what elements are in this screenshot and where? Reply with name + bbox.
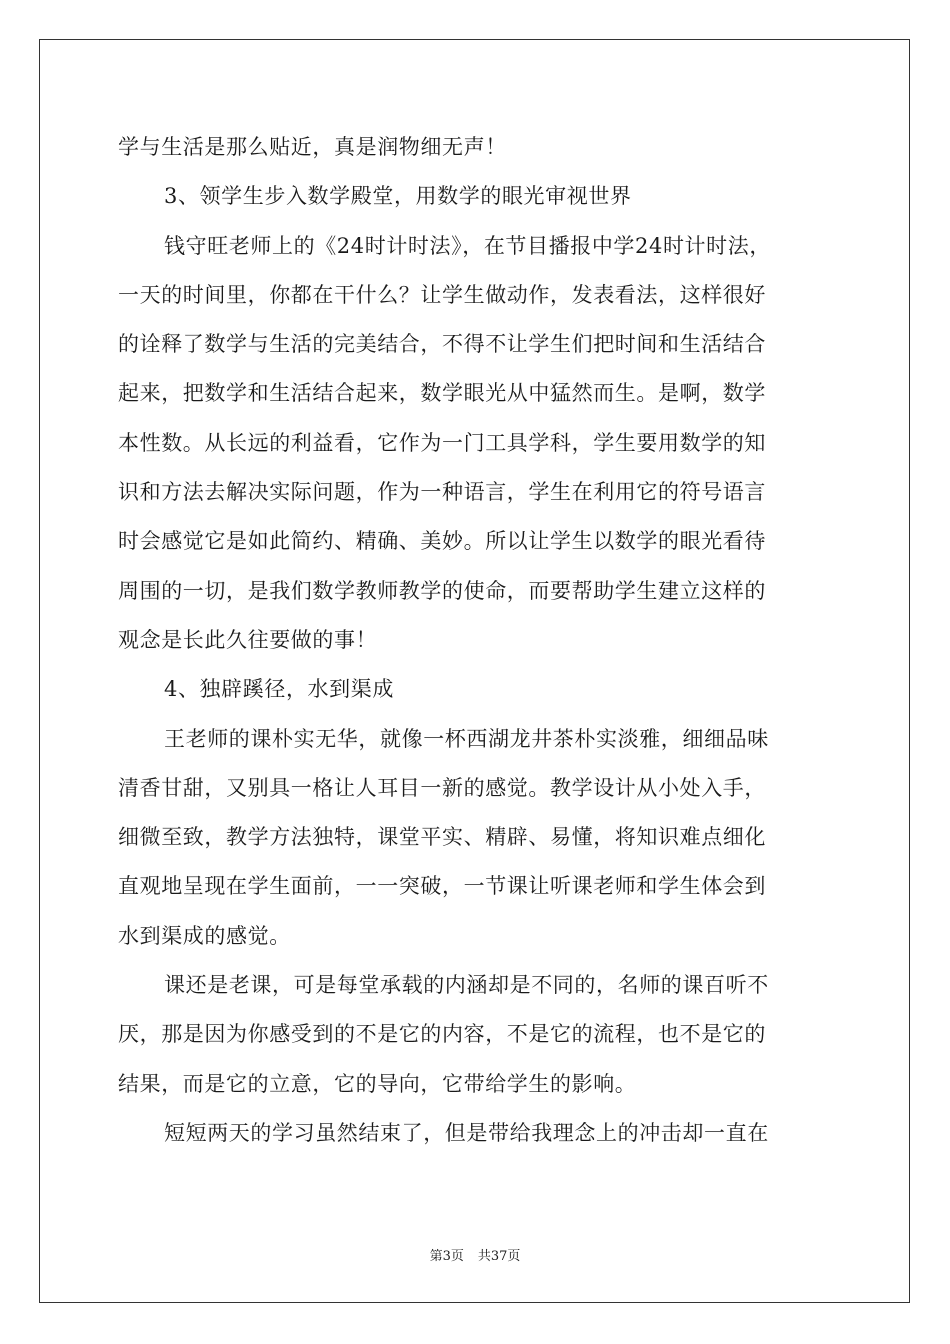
page-footer xyxy=(0,1245,950,1264)
text-line: 起来，把数学和生活结合起来，数学眼光从中猛然而生。是啊，数学 xyxy=(118,381,766,406)
text-line: 一天的时间里，你都在干什么？让学生做动作，发表看法，这样很好 xyxy=(118,282,766,307)
text-line: 学与生活是那么贴近，真是润物细无声！ xyxy=(118,135,507,159)
text-line: 直观地呈现在学生面前，一一突破，一节课让听课老师和学生体会到 xyxy=(118,874,766,899)
text-line: 时会感觉它是如此简约、精确、美妙。所以让学生以数学的眼光看待 xyxy=(118,529,766,554)
text-line: 清香甘甜，又别具一格让人耳目一新的感觉。教学设计从小处入手， xyxy=(118,775,766,800)
text-line: 王老师的课朴实无华，就像一杯西湖龙井茶朴实淡雅，细细品味 xyxy=(164,726,769,751)
text-line: 的诠释了数学与生活的完美结合，不得不让学生们把时间和生活结合 xyxy=(118,332,766,357)
text-line: 结果，而是它的立意，它的导向，它带给学生的影响。 xyxy=(118,1071,637,1096)
text-line: 厌，那是因为你感受到的不是它的内容，不是它的流程，也不是它的 xyxy=(118,1022,766,1047)
page-number: 第3页 xyxy=(429,1249,464,1264)
text-line: 细微至致，教学方法独特，课堂平实、精辟、易懂，将知识难点细化 xyxy=(118,825,766,850)
text-line: 水到渠成的感觉。 xyxy=(118,923,291,948)
document-body xyxy=(118,127,838,1162)
text-line: 3、领学生步入数学殿堂，用数学的眼光审视世界 xyxy=(164,184,632,209)
page-total: 共37页 xyxy=(477,1249,521,1264)
text-line: 周围的一切，是我们数学教师教学的使命，而要帮助学生建立这样的 xyxy=(118,578,766,603)
text-line: 本性数。从长远的利益看，它作为一门工具学科，学生要用数学的知 xyxy=(118,430,766,455)
text-line: 4、独辟蹊径，水到渠成 xyxy=(164,677,394,702)
text-line: 课还是老课，可是每堂承载的内涵却是不同的，名师的课百听不 xyxy=(164,973,769,998)
text-line: 钱守旺老师上的《24时计时法》，在节目播报中学24时计时法， xyxy=(164,233,771,258)
text-line: 观念是长此久往要做的事！ xyxy=(118,627,378,652)
text-line: 短短两天的学习虽然结束了，但是带给我理念上的冲击却一直在 xyxy=(164,1120,769,1145)
text-line: 识和方法去解决实际问题，作为一种语言，学生在利用它的符号语言 xyxy=(118,480,766,505)
